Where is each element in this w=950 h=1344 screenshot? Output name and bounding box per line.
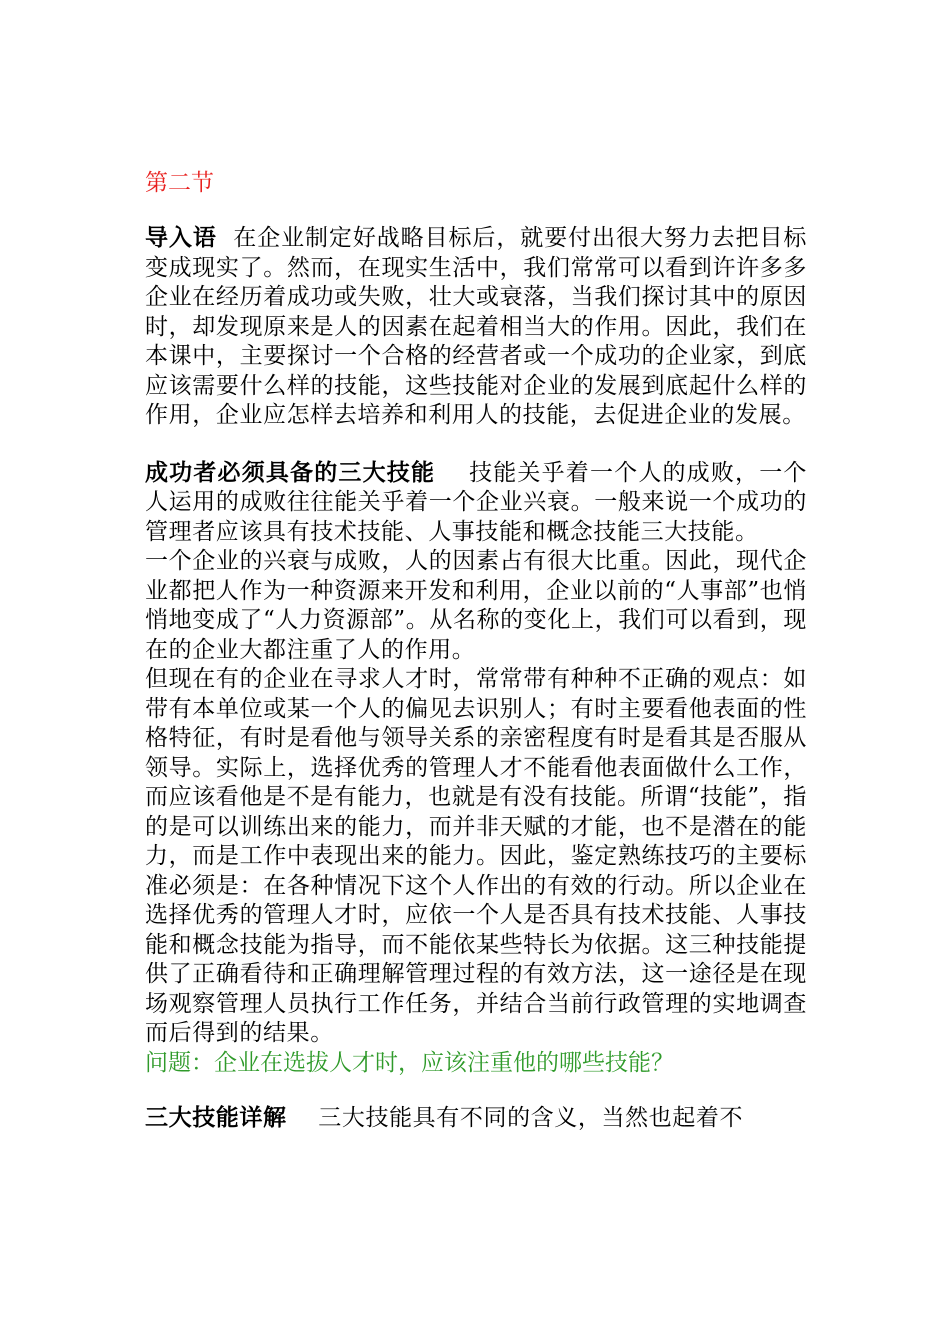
intro-lead: 导入语 xyxy=(145,225,217,251)
intro-paragraph xyxy=(145,224,807,431)
details-text: 三大技能具有不同的含义，当然也起着不 xyxy=(318,1105,744,1131)
intro-text: 在企业制定好战略目标后，就要付出很大努力去把目标变成现实了。然而，在现实生活中，我们常常可以看到许许多多企业在经历着成功或失败，壮大或衰落，当我们探讨其中的原因时，却发现原来是人的因素在起着相当大的作用。因此，我们在本课中，主要探讨一个合格的经营者或一个成功的企业家，到底应该需要什么样的技能，这些技能对企业的发展到底起什么样的作用，企业应怎样去培养和利用人的技能，去促进企业的发展。 xyxy=(145,225,807,428)
skills-paragraph xyxy=(145,459,807,548)
document-page xyxy=(145,168,807,1134)
skills-paragraph-2: 一个企业的兴衰与成败，人的因素占有很大比重。因此，现代企业都把人作为一种资源来开发和利用，企业以前的“人事部”也悄悄地变成了“人力资源部”。从名称的变化上，我们可以看到，现在的企业大都注重了人的作用。 xyxy=(145,548,807,663)
skills-paragraph-3: 但现在有的企业在寻求人才时，常常带有种种不正确的观点：如带有本单位或某一个人的偏见去识别人；有时主要看他表面的性格特征，有时是看他与领导关系的亲密程度有时是看其是否服从领导。实际上，选择优秀的管理人才不能看他表面做什么工作，而应该看他是不是有能力，也就是有没有技能。所谓“技能”，指的是可以训练出来的能力，而并非天赋的才能，也不是潜在的能力，而是工作中表现出来的能力。因此，鉴定熟练技巧的主要标准必须是：在各种情况下这个人作出的有效的行动。所以企业在选择优秀的管理人才时，应依一个人是否具有技术技能、人事技能和概念技能为指导，而不能依某些特长为依据。这三种技能提供了正确看待和正确理解管理过程的有效方法，这一途径是在现场观察管理人员执行工作任务，并结合当前行政管理的实地调查而后得到的结果。 xyxy=(145,666,807,1046)
skills-lead: 成功者必须具备的三大技能 xyxy=(145,459,436,486)
skills-text: 技能关乎着一个人的成败，一个人运用的成败往往能关乎着一个企业兴衰。一般来说一个成功的管理者应该具有技术技能、人事技能和概念技能三大技能。 xyxy=(145,459,807,545)
section-title: 第二节 xyxy=(145,170,214,196)
details-lead: 三大技能详解 xyxy=(145,1105,287,1131)
question-text: 问题：企业在选拔人才时，应该注重他的哪些技能？ xyxy=(145,1049,674,1076)
details-paragraph xyxy=(145,1104,807,1134)
